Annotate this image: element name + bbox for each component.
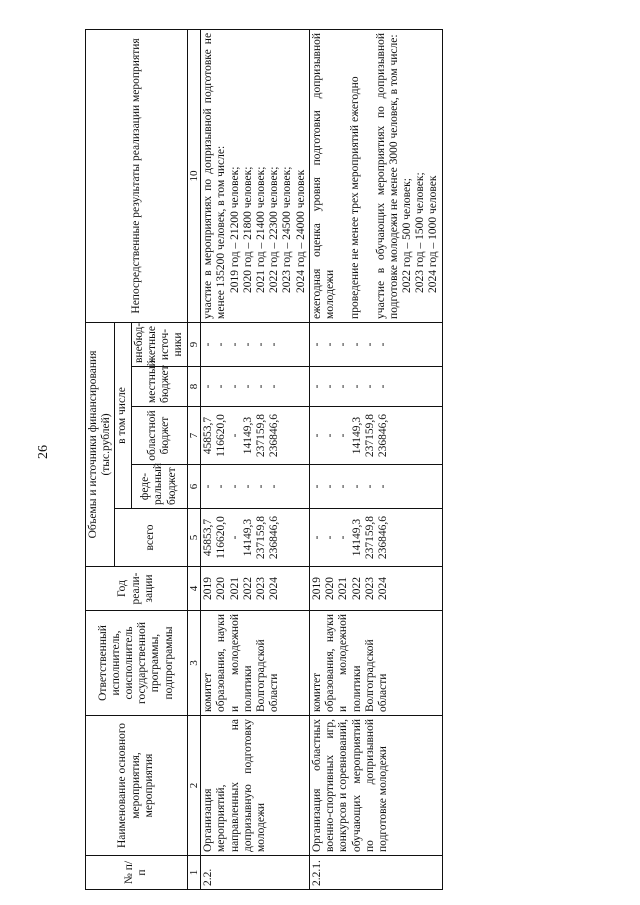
header-federal: феде-ральный бюджет [131,465,187,509]
header-executor: Ответственный исполнитель, соисполнитель государственной программы, подпрограммы [86,611,188,716]
header-funding: Объемы и источники финансирования (тыс.рублей) [86,322,115,566]
row-total: - - - 14149,3 237159,8 236846,6 [309,509,442,567]
header-including: в том числе [115,322,131,508]
table-row [201,29,310,889]
row-number: 2.2. [201,856,310,890]
row-name: Организация областных военно-спортивных игр, конкурсов и соревнований, обучающих мероприятий по допризывной подготовке молодежи [309,716,442,856]
row-number: 2.2.1. [309,856,442,890]
column-number: 3 [187,611,201,716]
column-number: 4 [187,567,201,611]
header-regional: областной бюджет [131,407,187,465]
header-total: всего [115,509,187,567]
row-results [309,29,442,322]
funding-table [85,29,443,890]
row-local: - - - - - - [309,367,442,407]
row-offbudget: - - - - - - [201,322,310,366]
result-lines: 2019 год – 21200 человек; 2020 год – 21800 человек; 2021 год – 21400 человек; 2022 год – 22300 человек; 2023 год – 24500 человек; 2024 год – 24000 человек [228,166,307,293]
result-events: проведение не менее трех мероприятий ежегодно [349,76,362,319]
row-offbudget: - - - - - - [309,322,442,366]
row-regional: - - - 14149,3 237159,8 236846,6 [309,407,442,465]
header-local: местный бюджет [131,367,187,407]
page-number: 26 [36,445,51,459]
result-participation-intro: участие в обучающих мероприятиях по допризывной подготовке молодежи не менее 3000 человек, в том числе: [374,32,400,319]
result-assessment: ежегодная оценка уровня подготовки допризывной молодежи [310,32,337,319]
row-executor: комитет образования, науки и молодежной политики Волгоградской области [201,611,310,716]
column-number: 2 [187,716,201,856]
row-regional: 45853,7 116620,0 - 14149,3 237159,8 236846,6 [201,407,310,465]
table-row [309,29,442,889]
column-number: 1 [187,856,201,890]
row-years: 2019 2020 2021 2022 2023 2024 [309,567,442,611]
row-name: Организация мероприятий, направленных на допризывную подготовку молодежи [201,716,310,856]
header-year: Год реали-зации [86,567,188,611]
header-offbudget: внебюд-жетные источ-ники [131,322,187,366]
column-number-row [187,29,201,889]
column-number: 10 [187,29,201,322]
row-federal: - - - - - - [201,465,310,509]
header-results: Непосредственные результаты реализации мероприятия [86,29,188,322]
result-intro: участие в мероприятиях по допризывной подготовке не менее 135200 человек, в том числе: [202,32,228,319]
header-num: № п/п [86,856,188,890]
header-name: Наименование основного мероприятия, мероприятия [86,716,188,856]
row-total: 45853,7 116620,0 - 14149,3 237159,8 236846,6 [201,509,310,567]
row-results [201,29,310,322]
rotated-table-container [85,30,525,890]
column-number: 5 [187,509,201,567]
column-number: 9 [187,322,201,366]
column-number: 7 [187,407,201,465]
row-federal: - - - - - - [309,465,442,509]
row-executor: комитет образования, науки и молодежной политики Волгоградской области [309,611,442,716]
column-number: 6 [187,465,201,509]
result-participation-lines: 2022 год – 500 человек; 2023 год – 1500 человек; 2024 год – 1000 человек [401,172,440,293]
row-years: 2019 2020 2021 2022 2023 2024 [201,567,310,611]
column-number: 8 [187,367,201,407]
row-local: - - - - - - [201,367,310,407]
